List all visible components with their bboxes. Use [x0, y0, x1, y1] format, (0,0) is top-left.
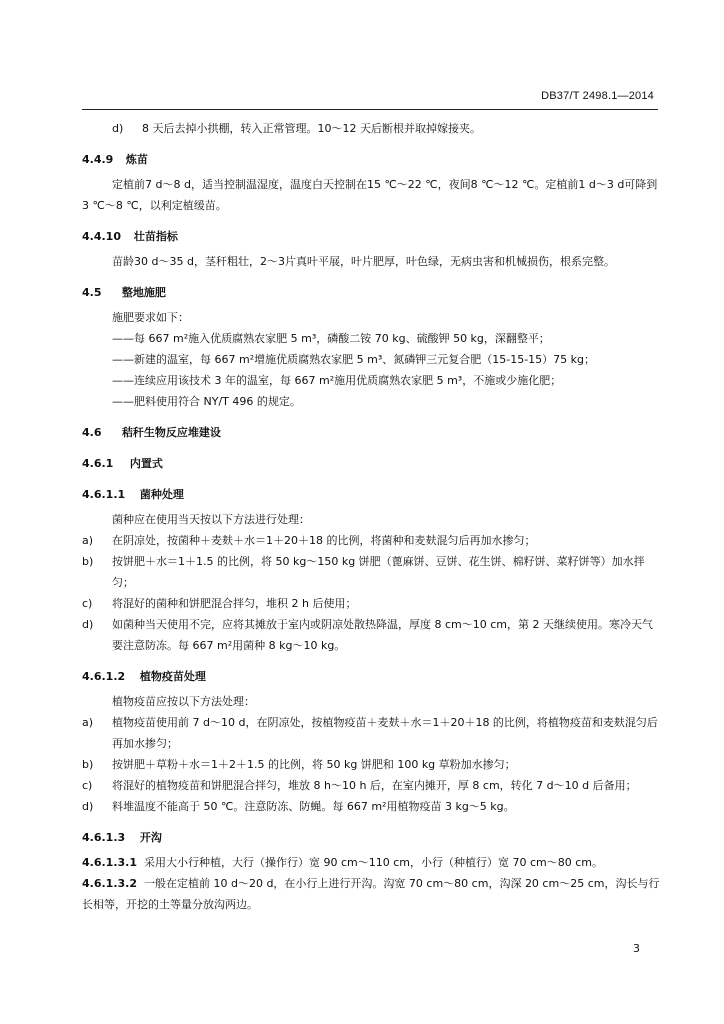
section-number: 4.6.1.2: [82, 670, 126, 683]
list-text: 料堆温度不能高于 50 ℃。注意防冻、防蝇。每 667 m²用植物疫苗 3 kg～5 kg。: [112, 800, 515, 813]
paragraph: 定植前7 d～8 d，适当控制温湿度，温度白天控制在15 ℃～22 ℃，夜间8 ℃～12 ℃。定植前1 d～3 d可降到3 ℃～8 ℃，以利定植缓苗。: [82, 178, 658, 212]
section-number: 4.6.1.3: [82, 831, 126, 844]
dash-item: ——每 667 m²施入优质腐熟农家肥 5 m³，磷酸二铵 70 kg、硫酸钾 50 kg，深翻整平；: [112, 332, 550, 345]
paragraph: 菌种应在使用当天按以下方法进行处理：: [112, 513, 310, 526]
list-label: b): [82, 555, 94, 568]
list-text: 将混好的菌种和饼肥混合拌匀，堆积 2 h 后使用；: [112, 597, 357, 610]
clause-text: 采用大小行种植，大行（操作行）宽 90 cm～110 cm，小行（种植行）宽 70 cm～80 cm。: [143, 856, 604, 869]
list-text: 8 天后去掉小拱棚，转入正常管理。10～12 天后断根并取掉嫁接夹。: [142, 122, 481, 135]
section-heading: [82, 226, 660, 247]
list-item: [82, 754, 660, 775]
numbered-paragraph: [82, 852, 660, 873]
document-body: [82, 118, 660, 915]
clause-number: 4.6.1.3.2: [82, 877, 137, 890]
list-text: 如菌种当天使用不完，应将其摊放于室内或阴凉处散热降温，厚度 8 cm～10 cm，第 2 天继续使用。寒冷天气要注意防冻。每 667 m²用菌种 8 kg～10 kg。: [112, 618, 654, 652]
page-number: 3: [633, 942, 640, 955]
section-heading: [82, 282, 660, 303]
dash-item: ——肥料使用符合 NY/T 496 的规定。: [112, 395, 301, 408]
section-number: 4.5: [82, 286, 102, 299]
section-title: 植物疫苗处理: [139, 670, 206, 683]
clause-number: 4.6.1.3.1: [82, 856, 137, 869]
paragraph: 施肥要求如下：: [112, 311, 189, 324]
list-label: d): [82, 618, 94, 631]
list-label: b): [82, 758, 94, 771]
list-text: 按饼肥＋草粉＋水＝1＋2＋1.5 的比例，将 50 kg 饼肥和 100 kg 草粉加水掺匀；: [112, 758, 516, 771]
dash-item: ——连续应用该技术 3 年的温室，每 667 m²施用优质腐熟农家肥 5 m³，不施或少施化肥；: [112, 374, 562, 387]
section-heading: [82, 422, 660, 443]
header-rule: [82, 109, 658, 110]
list-item: [82, 796, 660, 817]
dash-item: ——新建的温室，每 667 m²增施优质腐熟农家肥 5 m³、氮磷钾三元复合肥（15-15-15）75 kg；: [112, 353, 596, 366]
list-item: [82, 118, 660, 139]
numbered-paragraph: [82, 873, 660, 915]
list-label: c): [82, 779, 93, 792]
list-label: c): [82, 597, 93, 610]
section-number: 4.6.1: [82, 457, 114, 470]
list-label: d): [112, 122, 124, 135]
list-label: d): [82, 800, 94, 813]
section-heading: [82, 666, 660, 687]
section-title: 秸秆生物反应堆建设: [121, 426, 221, 439]
section-heading: [82, 149, 660, 170]
list-item: [82, 614, 660, 656]
list-text: 按饼肥＋水＝1＋1.5 的比例，将 50 kg～150 kg 饼肥（蓖麻饼、豆饼、花生饼、棉籽饼、菜籽饼等）加水拌匀；: [112, 555, 645, 589]
list-item: [82, 712, 660, 754]
list-item: [82, 530, 660, 551]
list-label: a): [82, 534, 94, 547]
paragraph: 苗龄30 d～35 d，茎秆粗壮，2～3片真叶平展，叶片肥厚，叶色绿，无病虫害和机械损伤，根系完整。: [112, 255, 615, 268]
section-heading: [82, 827, 660, 848]
section-heading: [82, 484, 660, 505]
list-item: [82, 775, 660, 796]
section-title: 炼苗: [125, 153, 148, 166]
list-text: 植物疫苗使用前 7 d～10 d，在阴凉处，按植物疫苗＋麦麸＋水＝1＋20＋18 的比例，将植物疫苗和麦麸混匀后再加水掺匀；: [112, 716, 658, 750]
section-title: 整地施肥: [121, 286, 166, 299]
section-number: 4.6: [82, 426, 102, 439]
list-text: 在阴凉处，按菌种＋麦麸＋水＝1＋20＋18 的比例，将菌种和麦麸混匀后再加水掺匀；: [112, 534, 536, 547]
list-text: 将混好的植物疫苗和饼肥混合拌匀，堆放 8 h～10 h 后，在室内摊开，厚 8 cm，转化 7 d～10 d 后备用；: [112, 779, 637, 792]
section-title: 内置式: [129, 457, 163, 470]
section-number: 4.4.9: [82, 153, 114, 166]
section-number: 4.6.1.1: [82, 488, 126, 501]
document-code: DB37/T 2498.1—2014: [541, 90, 654, 102]
section-title: 菌种处理: [139, 488, 184, 501]
section-number: 4.4.10: [82, 230, 121, 243]
section-title: 壮苗指标: [133, 230, 178, 243]
clause-text: 一般在定植前 10 d～20 d，在小行上进行开沟。沟宽 70 cm～80 cm，沟深 20 cm～25 cm，沟长与行长相等，开挖的土等量分放沟两边。: [82, 877, 660, 911]
section-title: 开沟: [139, 831, 162, 844]
list-item: [82, 593, 660, 614]
paragraph: 植物疫苗应按以下方法处理：: [112, 695, 255, 708]
list-item: [82, 551, 660, 593]
list-label: a): [82, 716, 94, 729]
section-heading: [82, 453, 660, 474]
